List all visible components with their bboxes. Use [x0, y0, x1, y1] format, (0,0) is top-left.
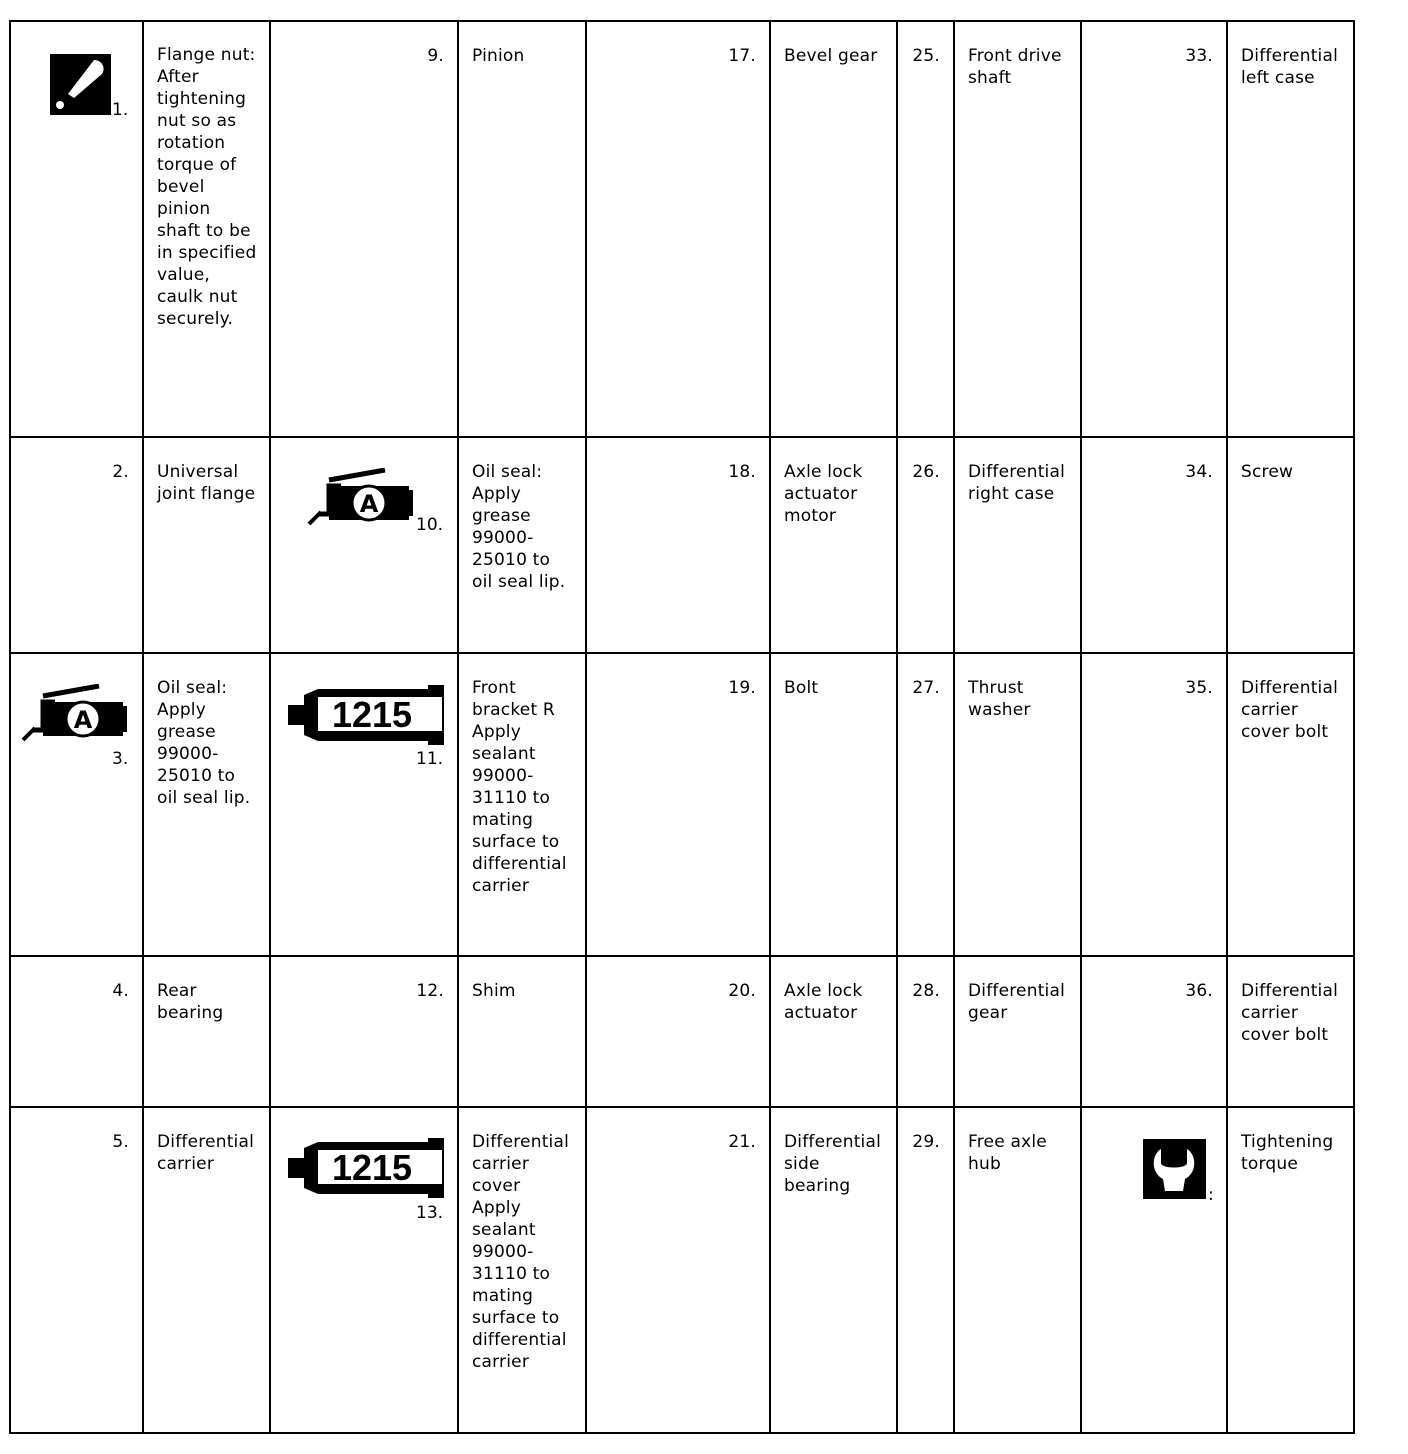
item-description: Front drive shaft	[968, 46, 1062, 88]
item-description: Flange nut: After tightening nut so as rotation torque of bevel pinion shaft to be in specified value, caulk nut securely.	[157, 45, 257, 329]
item-number: 11.	[416, 749, 444, 769]
item-number: 12.	[416, 981, 444, 1001]
item-number: 5.	[112, 1132, 129, 1152]
item-number: 26.	[912, 462, 940, 482]
wrench-torque-icon	[1143, 1139, 1206, 1199]
sealant-1215-icon	[288, 685, 446, 745]
col-divider	[953, 20, 955, 1434]
tighten-caulk-icon	[50, 54, 111, 115]
item-description: Differential carrier cover Apply sealant 99000-31110 to mating surface to differential carrier	[472, 1132, 570, 1372]
col-divider	[1080, 20, 1082, 1434]
col-divider	[585, 20, 587, 1434]
col-divider	[896, 20, 898, 1434]
item-number: 29.	[912, 1132, 940, 1152]
item-description: Axle lock actuator	[784, 981, 863, 1023]
svg-text:A: A	[359, 490, 379, 518]
item-number: 35.	[1185, 678, 1213, 698]
item-number: 9.	[427, 46, 444, 66]
col-divider	[769, 20, 771, 1434]
item-description: Thrust washer	[968, 678, 1031, 720]
item-number: 25.	[912, 46, 940, 66]
item-description: Oil seal: Apply grease 99000-25010 to oil seal lip.	[157, 678, 251, 808]
item-number: :	[1208, 1185, 1214, 1205]
item-number: 33.	[1185, 46, 1213, 66]
sealant-code-label: 1215	[331, 1147, 413, 1188]
item-number: 27.	[912, 678, 940, 698]
item-description: Tightening torque	[1241, 1132, 1334, 1174]
sealant-1215-icon	[288, 1138, 446, 1198]
item-number: 34.	[1185, 462, 1213, 482]
col-divider	[269, 20, 271, 1434]
col-divider	[9, 20, 11, 1434]
item-description: Front bracket R Apply sealant 99000-31110 to mating surface to differential carrier	[472, 678, 567, 896]
item-description: Bolt	[784, 678, 819, 698]
item-number: 10.	[416, 515, 444, 535]
item-description: Differential carrier	[157, 1132, 255, 1174]
item-description: Screw	[1241, 462, 1294, 482]
item-description: Universal joint flange	[157, 462, 256, 504]
item-number: 21.	[728, 1132, 756, 1152]
item-number: 19.	[728, 678, 756, 698]
item-number: 28.	[912, 981, 940, 1001]
sealant-code-label: 1215	[331, 694, 413, 735]
item-number: 18.	[728, 462, 756, 482]
svg-text:A: A	[73, 706, 93, 734]
item-number: 3.	[112, 749, 129, 769]
item-description: Differential right case	[968, 462, 1066, 504]
item-description: Differential carrier cover bolt	[1241, 678, 1339, 742]
item-description: Free axle hub	[968, 1132, 1047, 1174]
item-description: Shim	[472, 981, 516, 1001]
row-divider	[10, 1432, 1355, 1434]
item-description: Bevel gear	[784, 46, 878, 66]
item-description: Differential carrier cover bolt	[1241, 981, 1339, 1045]
item-description: Pinion	[472, 46, 525, 66]
item-number: 17.	[728, 46, 756, 66]
item-number: 20.	[728, 981, 756, 1001]
item-description: Rear bearing	[157, 981, 224, 1023]
item-number: 4.	[112, 981, 129, 1001]
grease-a-icon	[307, 468, 415, 528]
item-description: Differential left case	[1241, 46, 1339, 88]
col-divider	[1353, 20, 1355, 1434]
item-description: Oil seal: Apply grease 99000-25010 to oil seal lip.	[472, 462, 566, 592]
item-number: 13.	[416, 1203, 444, 1223]
item-description: Axle lock actuator motor	[784, 462, 863, 526]
item-description: Differential side bearing	[784, 1132, 882, 1196]
grease-a-icon	[21, 684, 129, 744]
item-number: 2.	[112, 462, 129, 482]
item-number: 1.	[112, 100, 129, 120]
item-description: Differential gear	[968, 981, 1066, 1023]
item-number: 36.	[1185, 981, 1213, 1001]
